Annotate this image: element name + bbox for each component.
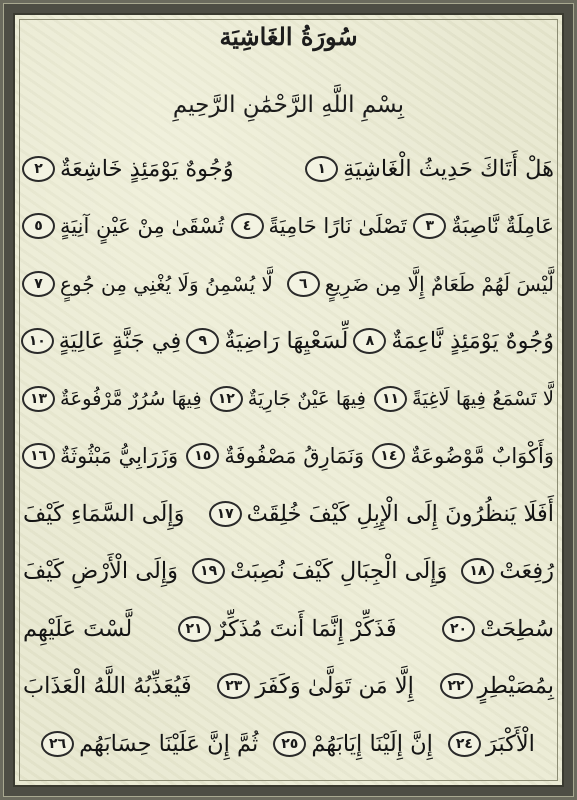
verse-line: [20, 715, 557, 773]
verse-number-marker: ٢: [22, 156, 55, 182]
verse-segment: [20, 156, 237, 182]
verse-text: فِي جَنَّةٍ عَالِيَةٍ: [58, 328, 182, 355]
verse-segment: [351, 328, 557, 354]
verse-number-marker: ١١: [374, 386, 407, 412]
verse-text: فَذَكِّرْ إِنَّمَا أَنتَ مُذَكِّرٌ: [215, 615, 397, 642]
verse-text: وَزَرَابِيُّ مَبْثُوثَةٌ: [60, 444, 179, 469]
verse-number-marker: ١٣: [22, 386, 55, 412]
verse-segment: [229, 213, 410, 239]
verse-segment: [459, 558, 557, 584]
verse-number-marker: ١: [305, 156, 338, 182]
verse-line: [20, 543, 557, 601]
verse-text: وَنَمَارِقُ مَصْفُوفَةٌ: [224, 444, 365, 469]
verse-line: [20, 255, 557, 313]
verse-text: فَيُعَذِّبُهُ اللَّهُ الْعَذَابَ: [23, 673, 192, 700]
verse-number-marker: ١٥: [186, 443, 219, 469]
verse-number-marker: ٩: [186, 328, 219, 354]
verse-number-marker: ٢٣: [217, 673, 250, 699]
verse-number-marker: ٢٠: [442, 616, 475, 642]
verse-text: وَإِلَى الْأَرْضِ كَيْفَ: [23, 558, 178, 585]
verse-number-marker: ٢٢: [440, 673, 473, 699]
verse-segment: [303, 156, 557, 182]
verse-line: [20, 485, 557, 543]
verse-text: لَّا تَسْمَعُ فِيهَا لَاغِيَةً: [412, 387, 554, 411]
verse-text: وُجُوهٌ يَوْمَئِذٍ خَاشِعَةٌ: [60, 155, 234, 182]
verse-line: [20, 140, 557, 198]
verse-segment: [20, 616, 135, 642]
verse-segment: [39, 731, 261, 757]
surah-title: سُورَةُ الغَاشِيَة: [219, 22, 358, 51]
verse-segment: [20, 558, 181, 584]
verse-text: وَإِلَى السَّمَاءِ كَيْفَ: [23, 500, 185, 527]
verse-number-marker: ٣: [413, 213, 446, 239]
verse-number-marker: ٢٦: [41, 731, 74, 757]
verse-number-marker: ١٨: [461, 558, 494, 584]
verse-text: أَفَلَا يَنظُرُونَ إِلَى الْإِبِلِ كَيْفَ خُلِقَتْ: [246, 500, 554, 527]
verse-text: وَإِلَى الْجِبَالِ كَيْفَ نُصِبَتْ: [230, 558, 448, 585]
verse-segment: [20, 271, 276, 297]
verse-line: [20, 370, 557, 428]
verse-line: [20, 428, 557, 486]
verse-segment: [176, 616, 400, 642]
verse-text: لَّا يُسْمِنُ وَلَا يُغْنِي مِن جُوعٍ: [60, 271, 273, 296]
verse-text: فِيهَا عَيْنٌ جَارِيَةٌ: [247, 387, 366, 411]
verse-text: لَّسْتَ عَلَيْهِم: [23, 615, 133, 642]
verse-segment: [20, 386, 205, 412]
verse-text: فِيهَا سُرُرٌ مَّرْفُوعَةٌ: [60, 387, 202, 411]
verse-line: [20, 600, 557, 658]
verse-number-marker: ٨: [353, 328, 386, 354]
verse-text: الْأَكْبَرَ: [485, 730, 535, 757]
verse-segment: [372, 386, 557, 412]
verse-text: هَلْ أَتَاكَ حَدِيثُ الْغَاشِيَةِ: [343, 155, 554, 182]
verse-text: بِمُصَيْطِرٍ: [477, 673, 554, 700]
verse-text: تُسْقَىٰ مِنْ عَيْنٍ آنِيَةٍ: [60, 214, 225, 239]
verse-number-marker: ١٧: [209, 501, 242, 527]
verse-segment: [20, 213, 227, 239]
verse-line: [20, 198, 557, 256]
verse-segment: [411, 213, 557, 239]
verse-segment: [370, 443, 557, 469]
verse-number-marker: ٢٤: [448, 731, 481, 757]
verse-text: وُجُوهٌ يَوْمَئِذٍ نَّاعِمَةٌ: [391, 328, 554, 355]
verse-segment: [207, 501, 557, 527]
verse-text: لَّيْسَ لَهُمْ طَعَامٌ إِلَّا مِن ضَرِيعٍ: [324, 271, 554, 296]
verse-segment: [215, 673, 417, 699]
verse-number-marker: ١٦: [22, 443, 55, 469]
verse-number-marker: ٢٥: [273, 731, 306, 757]
verse-text: إِنَّ إِلَيْنَا إِيَابَهُمْ: [311, 730, 433, 757]
verse-line: [20, 313, 557, 371]
verse-segment: [20, 443, 181, 469]
verse-text: رُفِعَتْ: [499, 558, 554, 585]
verse-segment: [20, 673, 195, 699]
verse-text: سُطِحَتْ: [480, 615, 554, 642]
verse-segment: [208, 386, 369, 412]
verse-number-marker: ١٠: [21, 328, 54, 354]
verse-text: تَصْلَىٰ نَارًا حَامِيَةً: [268, 214, 407, 239]
verse-number-marker: ٢١: [178, 616, 211, 642]
verse-segment: [190, 558, 450, 584]
verse-segment: [19, 328, 185, 354]
basmala: بِسْمِ اللَّهِ الرَّحْمَٰنِ الرَّحِيمِ: [172, 92, 405, 118]
verse-number-marker: ٦: [287, 271, 320, 297]
verse-line: [20, 658, 557, 716]
verse-number-marker: ٥: [22, 213, 55, 239]
verse-segment: [184, 328, 351, 354]
verse-number-marker: ١٤: [372, 443, 405, 469]
verse-segment: [271, 731, 436, 757]
verse-segment: [446, 731, 538, 757]
verse-number-marker: ١٢: [210, 386, 243, 412]
verse-segment: [20, 501, 187, 527]
verse-number-marker: ٧: [22, 271, 55, 297]
verse-segment: [438, 673, 557, 699]
verse-segment: [285, 271, 557, 297]
verse-number-marker: ٤: [231, 213, 264, 239]
verse-segment: [440, 616, 557, 642]
verse-lines: [20, 140, 557, 773]
verse-segment: [184, 443, 367, 469]
verse-text: وَأَكْوَابٌ مَّوْضُوعَةٌ: [410, 444, 554, 469]
verse-text: ثُمَّ إِنَّ عَلَيْنَا حِسَابَهُم: [79, 730, 259, 757]
verse-text: عَامِلَةٌ نَّاصِبَةٌ: [451, 214, 554, 239]
verse-text: لِّسَعْيِهَا رَاضِيَةٌ: [224, 328, 349, 355]
verse-number-marker: ١٩: [192, 558, 225, 584]
verse-text: إِلَّا مَن تَوَلَّىٰ وَكَفَرَ: [255, 673, 414, 700]
